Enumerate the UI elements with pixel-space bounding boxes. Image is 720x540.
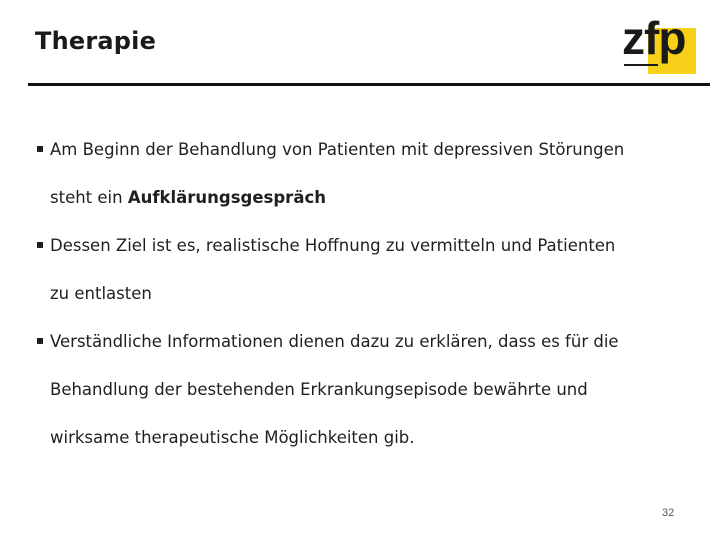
bullet-text: zu entlasten [50, 284, 152, 303]
bullet-text: steht ein [50, 188, 128, 207]
bullet-text: Behandlung der bestehenden Erkrankungsepisode bewährte und [50, 380, 588, 399]
bullet-item [37, 222, 697, 318]
logo-text: zfp [622, 12, 686, 64]
bullet-text: Verständliche Informationen dienen dazu zu erklären, dass es für die [50, 332, 619, 351]
bullet-emphasis: Aufklärungsgespräch [127, 188, 326, 207]
square-bullet-icon [37, 146, 43, 152]
square-bullet-icon [37, 338, 43, 344]
square-bullet-icon [37, 242, 43, 248]
bullet-item [37, 318, 697, 462]
logo-underline [624, 64, 658, 66]
title-divider [28, 83, 710, 86]
bullet-item [37, 126, 697, 222]
bullet-list [37, 126, 697, 462]
page-number: 32 [662, 507, 675, 519]
slide-title: Therapie [35, 27, 157, 55]
bullet-text: wirksame therapeutische Möglichkeiten gib. [50, 428, 415, 447]
bullet-text: Dessen Ziel ist es, realistische Hoffnung zu vermitteln und Patienten [50, 236, 616, 255]
zfp-logo [622, 12, 698, 74]
bullet-text: Am Beginn der Behandlung von Patienten mit depressiven Störungen [50, 140, 625, 159]
